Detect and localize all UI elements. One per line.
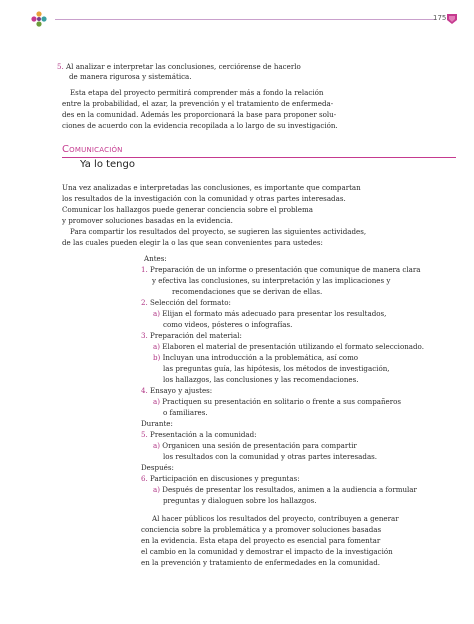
list-item-3a-letter: a) (153, 342, 160, 351)
list-item-2a-letter: a) (153, 309, 160, 318)
list-item-6-number: 6. (141, 474, 148, 483)
flower-logo-icon (30, 10, 48, 28)
corner-decoration-icon (446, 13, 458, 25)
list-item-6-label: Participación en discusiones y preguntas: (150, 474, 300, 483)
list-item-4a-line1: Practiquen su presentación en solitario o frente a sus compañeros (162, 397, 402, 406)
list-item-6a-line2: preguntas y dialoguen sobre los hallazgos. (163, 496, 317, 505)
intro-line: y promover soluciones basadas en la evidencia. (62, 216, 233, 225)
section-title: Comunicación (62, 144, 123, 155)
header-rule (55, 19, 435, 20)
list-item-6a-letter: a) (153, 485, 160, 494)
section-rule (62, 157, 456, 158)
top-item-5-line2: de manera rigurosa y sistemática. (69, 72, 192, 81)
list-item-3b (153, 353, 358, 364)
top-paragraph-line: entre la probabilidad, el azar, la prevención y el tratamiento de enfermeda- (62, 99, 334, 108)
list-item-5-number: 5. (141, 430, 148, 439)
list-item-5-label: Presentación a la comunidad: (150, 430, 257, 439)
list-item-4a-letter: a) (153, 397, 160, 406)
list-item-1-line1: Preparación de un informe o presentación que comunique de manera clara (150, 265, 421, 274)
closing-line: en la evidencia. Esta etapa del proyecto es esencial para fomentar (141, 536, 381, 545)
top-paragraph-line: ciones de acuerdo con la evidencia recopilada a lo largo de su investigación. (62, 121, 338, 130)
list-item-5a-line1: Organicen una sesión de presentación para compartir (162, 441, 357, 450)
intro-line: Para compartir los resultados del proyecto, se sugieren las siguientes actividades, (70, 227, 367, 236)
list-item-2-label: Selección del formato: (150, 298, 231, 307)
top-item-5-number: 5. (57, 62, 64, 71)
section-subtitle: Ya lo tengo (80, 159, 135, 170)
top-paragraph-line: Esta etapa del proyecto permitirá comprender más a fondo la relación (70, 88, 324, 97)
intro-line: los resultados de la investigación con la comunidad y otras partes interesadas. (62, 194, 346, 203)
list-item-4 (141, 386, 212, 397)
list-item-3b-line3: los hallazgos, las conclusiones y las recomendaciones. (163, 375, 359, 384)
list-item-3b-line1: Incluyan una introducción a la problemática, así como (162, 353, 359, 362)
list-item-3-number: 3. (141, 331, 148, 340)
list-item-4a (153, 397, 401, 408)
list-item-3 (141, 331, 242, 342)
list-item-1-line3: recomendaciones que se derivan de ellas. (172, 287, 323, 296)
closing-line: conciencia sobre la problemática y a promover soluciones basadas (141, 525, 382, 534)
list-item-2a-line1: Elijan el formato más adecuado para presentar los resultados, (162, 309, 387, 318)
list-item-3a (153, 342, 424, 353)
closing-line: Al hacer públicos los resultados del proyecto, contribuyen a generar (152, 514, 399, 523)
list-item-2-number: 2. (141, 298, 148, 307)
phase-before: Antes: (144, 254, 167, 263)
intro-line: de las cuales pueden elegir la o las que sean convenientes para ustedes: (62, 238, 323, 247)
list-item-6a (153, 485, 417, 496)
closing-line: en la prevención y tratamiento de enfermedades en la comunidad. (141, 558, 380, 567)
page-number: 175 (433, 14, 447, 22)
list-item-4a-line2: o familiares. (163, 408, 208, 417)
list-item-3b-letter: b) (153, 353, 161, 362)
list-item-3a-text: Elaboren el material de presentación utilizando el formato seleccionado. (162, 342, 424, 351)
closing-line: el cambio en la comunidad y demostrar el impacto de la investigación (141, 547, 393, 556)
list-item-1-line2: y efectiva las conclusiones, su interpretación y las implicaciones y (152, 276, 391, 285)
top-item-5 (57, 62, 301, 73)
list-item-2a-line2: como videos, pósteres o infografías. (163, 320, 293, 329)
list-item-5 (141, 430, 257, 441)
phase-during: Durante: (141, 419, 173, 428)
phase-after: Después: (141, 463, 174, 472)
list-item-5a-line2: los resultados con la comunidad y otras partes interesadas. (163, 452, 378, 461)
list-item-3b-line2: las preguntas guía, las hipótesis, los métodos de investigación, (163, 364, 390, 373)
list-item-6a-line1: Después de presentar los resultados, animen a la audiencia a formular (162, 485, 417, 494)
list-item-2a (153, 309, 386, 320)
intro-line: Una vez analizadas e interpretadas las conclusiones, es importante que compartan (62, 183, 361, 192)
list-item-4-number: 4. (141, 386, 148, 395)
list-item-1-number: 1. (141, 265, 148, 274)
intro-line: Comunicar los hallazgos puede generar conciencia sobre el problema (62, 205, 313, 214)
top-paragraph-line: des en la comunidad. Además les proporcionará la base para proponer solu- (62, 110, 337, 119)
top-item-5-line1: Al analizar e interpretar las conclusiones, cerciórense de hacerlo (66, 62, 301, 71)
list-item-1 (141, 265, 421, 276)
list-item-4-label: Ensayo y ajustes: (150, 386, 213, 395)
list-item-2 (141, 298, 231, 309)
list-item-3-label: Preparación del material: (150, 331, 242, 340)
list-item-5a (153, 441, 357, 452)
list-item-5a-letter: a) (153, 441, 160, 450)
list-item-6 (141, 474, 300, 485)
